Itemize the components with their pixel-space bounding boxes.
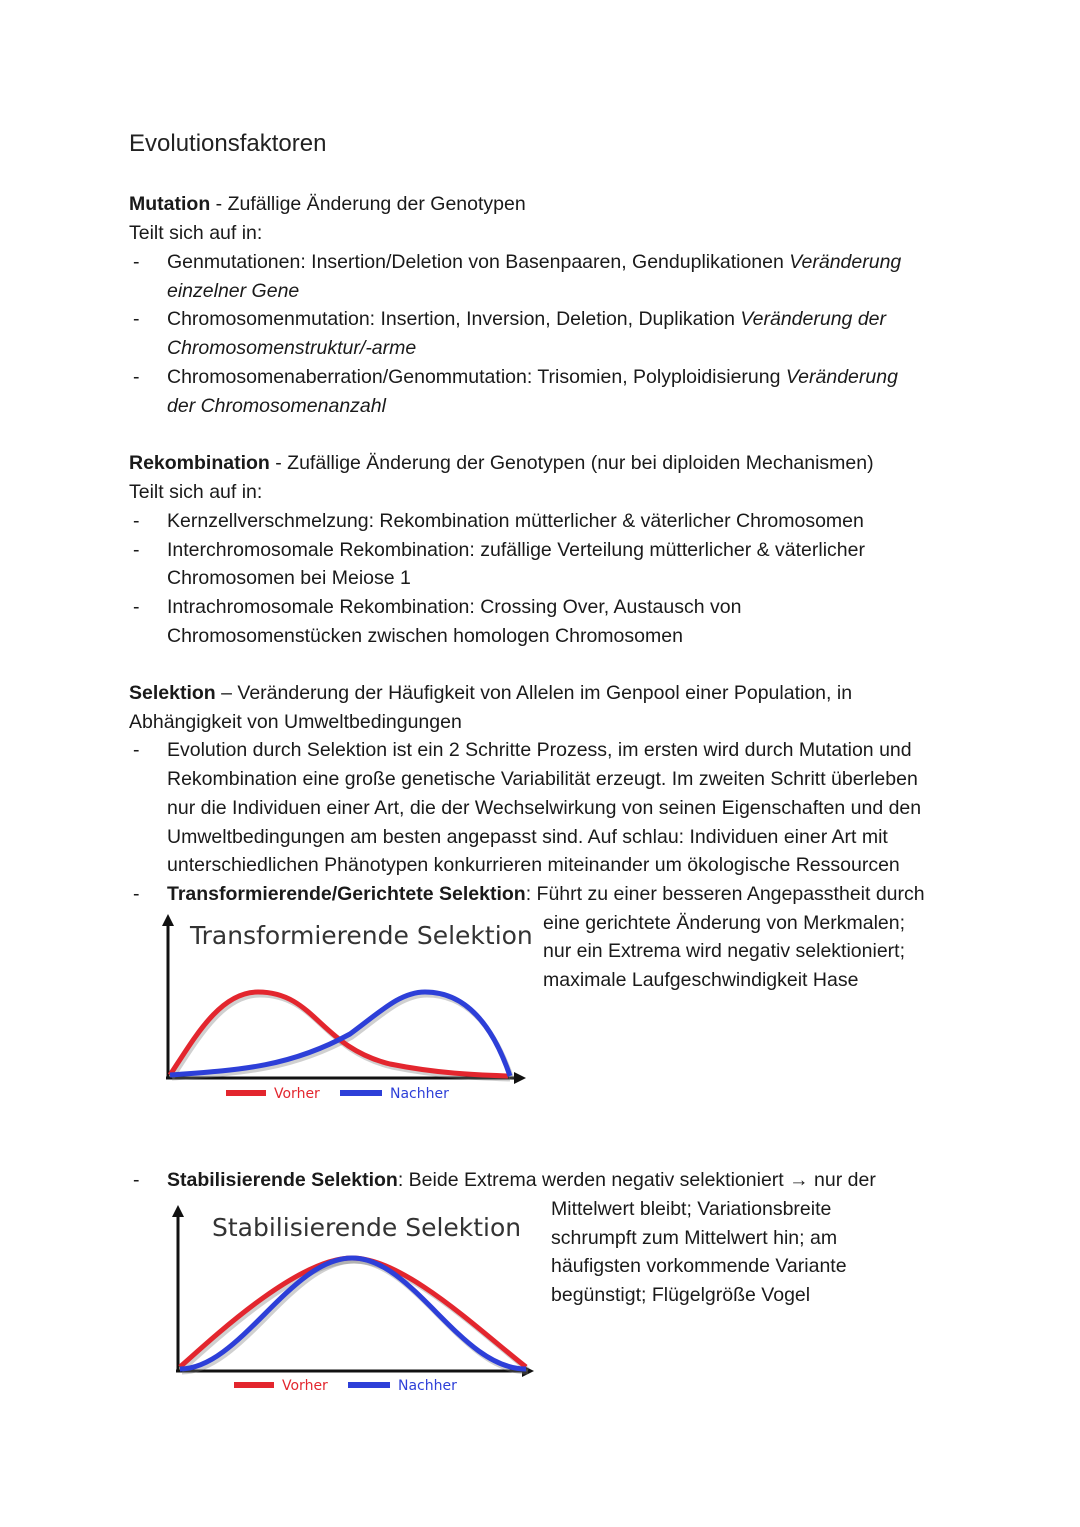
mutation-item-3-italic: Veränderung (785, 366, 898, 388)
trans-heading: Transformierende/Gerichtete Selektion (167, 883, 526, 905)
mutation-heading: Mutation (129, 193, 211, 215)
trans-desc: : Führt zu einer besseren Angepasstheit durch (525, 883, 925, 905)
selektion-para-2: Rekombination eine große genetische Variabilität erzeugt. Im zweiten Schritt überleben (167, 768, 918, 790)
x-axis-arrow (514, 1072, 526, 1084)
bullet-dash: - (133, 251, 140, 273)
y-axis-arrow (162, 914, 174, 926)
mutation-item-3-text: Chromosomenaberration/Genommutation: Trisomien, Polyploidisierung (167, 366, 786, 388)
rekombination-item-1: Kernzellverschmelzung: Rekombination mütterlicher & väterlicher Chromosomen (167, 510, 864, 532)
mutation-item-1-italic-cont: einzelner Gene (167, 280, 300, 302)
stab-desc: : Beide Extrema werden negativ selektioniert → nur der (397, 1169, 876, 1191)
rekombination-heading: Rekombination (129, 452, 270, 474)
selektion-heading-line (129, 679, 852, 708)
transformierende-chart (150, 912, 540, 1112)
mutation-item-2 (167, 305, 886, 334)
mutation-item-2-italic-cont: Chromosomenstruktur/-arme (167, 337, 417, 359)
rekombination-item-3: Intrachromosomale Rekombination: Crossing Over, Austausch von (167, 596, 742, 618)
selektion-para-4: Umweltbedingungen am besten angepasst sind. Auf schlau: Individuen einer Art mit (167, 826, 888, 848)
legend-vorher-label: Vorher (282, 1378, 328, 1394)
mutation-item-3-italic-cont: der Chromosomenanzahl (167, 395, 386, 417)
bullet-dash: - (133, 596, 140, 618)
rekombination-intro: Teilt sich auf in: (129, 481, 263, 503)
transformierende-graph (150, 912, 540, 1112)
transformierende-graph-title: Transformierende Selektion (190, 921, 533, 950)
vorher-curve-shadow (182, 1261, 528, 1370)
stab-side-3: häufigsten vorkommende Variante (551, 1255, 847, 1277)
mutation-item-1-text: Genmutationen: Insertion/Deletion von Basenpaaren, Genduplikationen (167, 251, 790, 273)
mutation-desc: - Zufällige Änderung der Genotypen (210, 193, 526, 215)
mutation-item-3-cont (167, 392, 386, 421)
rekombination-desc: - Zufällige Änderung der Genotypen (nur bei diploiden Mechanismen) (269, 452, 874, 474)
bullet-dash: - (133, 308, 140, 330)
bullet-dash: - (133, 366, 140, 388)
legend-nachher-label: Nachher (398, 1378, 457, 1394)
legend-vorher-label: Vorher (274, 1086, 320, 1102)
selektion-desc: – Veränderung der Häufigkeit von Allelen im Genpool einer Population, in (215, 682, 853, 704)
nachher-curve-shadow (182, 1261, 528, 1372)
selektion-para-3: nur die Individuen einer Art, die der Wechselwirkung von seinen Eigenschaften und den (167, 797, 922, 819)
bullet-dash: - (133, 510, 140, 532)
mutation-item-1-cont (167, 277, 299, 306)
mutation-heading-line (129, 190, 526, 219)
rekombination-item-2: Interchromosomale Rekombination: zufällige Verteilung mütterlicher & väterlicher (167, 539, 865, 561)
stab-side-2: schrumpft zum Mittelwert hin; am (551, 1227, 838, 1249)
stabilisierende-graph (160, 1203, 550, 1403)
stab-side-4: begünstigt; Flügelgröße Vogel (551, 1284, 811, 1306)
mutation-item-2-text: Chromosomenmutation: Insertion, Inversion, Deletion, Duplikation (167, 308, 741, 330)
rekombination-item-2-cont: Chromosomen bei Meiose 1 (167, 567, 411, 589)
trans-heading-line (167, 880, 925, 909)
rekombination-heading-line (129, 449, 874, 478)
stab-side-1: Mittelwert bleibt; Variationsbreite (551, 1198, 832, 1220)
y-axis-arrow (172, 1205, 184, 1217)
stab-heading: Stabilisierende Selektion (167, 1169, 398, 1191)
rekombination-item-3-cont: Chromosomenstücken zwischen homologen Chromosomen (167, 625, 683, 647)
selektion-heading: Selektion (129, 682, 216, 704)
stabilisierende-chart (160, 1203, 550, 1403)
mutation-item-1-italic: Veränderung (789, 251, 902, 273)
selektion-desc-cont: Abhängigkeit von Umweltbedingungen (129, 711, 462, 733)
bullet-dash: - (133, 739, 140, 761)
mutation-item-1 (167, 248, 901, 277)
bullet-dash: - (133, 1169, 140, 1191)
selektion-para-1: Evolution durch Selektion ist ein 2 Schritte Prozess, im ersten wird durch Mutation und (167, 739, 912, 761)
selektion-para-5: unterschiedlichen Phänotypen konkurrieren miteinander um ökologische Ressourcen (167, 854, 900, 876)
trans-side-2: nur ein Extrema wird negativ selektioniert; (543, 940, 905, 962)
mutation-intro: Teilt sich auf in: (129, 222, 263, 244)
stab-heading-line (167, 1166, 876, 1195)
legend-nachher-label: Nachher (390, 1086, 449, 1102)
trans-side-1: eine gerichtete Änderung von Merkmalen; (543, 912, 906, 934)
mutation-item-3 (167, 363, 898, 392)
mutation-item-2-italic: Veränderung der (740, 308, 887, 330)
bullet-dash: - (133, 883, 140, 905)
stabilisierende-graph-title: Stabilisierende Selektion (212, 1213, 522, 1242)
mutation-item-2-cont (167, 334, 416, 363)
bullet-dash: - (133, 539, 140, 561)
page-title: Evolutionsfaktoren (129, 130, 327, 157)
trans-side-3: maximale Laufgeschwindigkeit Hase (543, 969, 859, 991)
